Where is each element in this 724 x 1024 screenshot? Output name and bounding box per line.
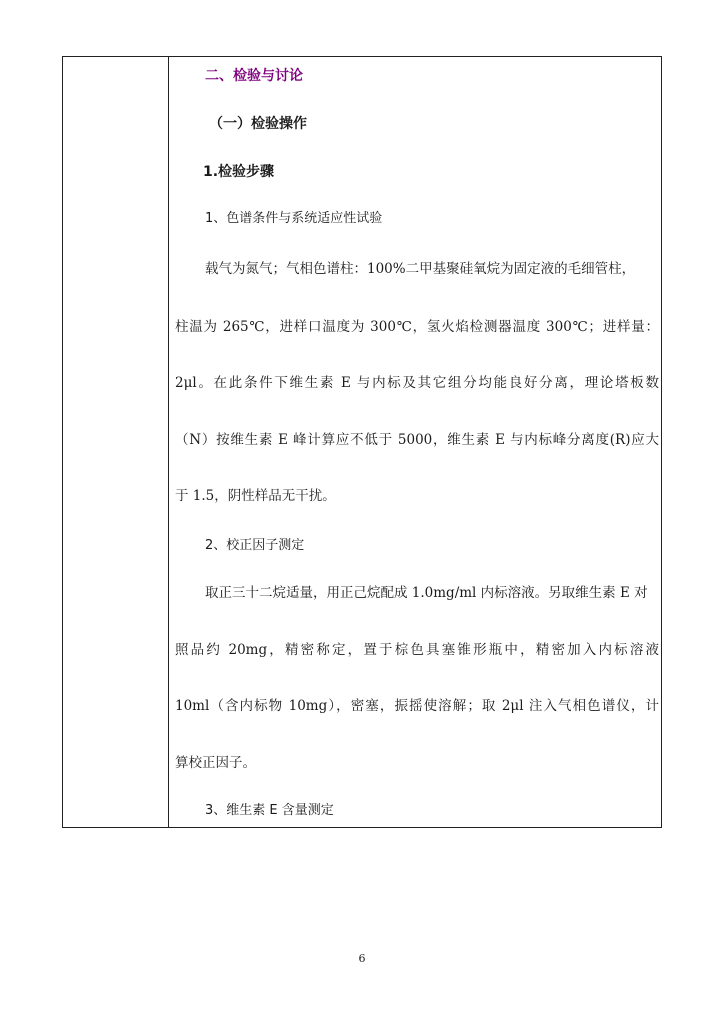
item1-title: 1、色谱条件与系统适应性试验 bbox=[205, 211, 383, 226]
item2-title: 2、校正因子测定 bbox=[205, 538, 305, 553]
document-table bbox=[62, 56, 662, 828]
item1-line-2: 柱温为 265℃，进样口温度为 300℃，氢火焰检测器温度 300℃；进样量： bbox=[175, 319, 659, 335]
item1-line-4: （N）按维生素 E 峰计算应不低于 5000，维生素 E 与内标峰分离度(R)应大 bbox=[175, 432, 659, 448]
item1-line-1: 载气为氮气；气相色谱柱：100%二甲基聚硅氧烷为固定液的毛细管柱， bbox=[205, 261, 636, 277]
item2-line-4: 算校正因子。 bbox=[175, 755, 256, 771]
page-number: 6 bbox=[358, 952, 366, 965]
step-title: 1.检验步骤 bbox=[203, 164, 275, 180]
item1-line-3: 2μl。在此条件下维生素 E 与内标及其它组分均能良好分离，理论塔板数 bbox=[175, 375, 659, 391]
section-heading: 二、检验与讨论 bbox=[205, 68, 303, 84]
table-left-column bbox=[63, 57, 169, 827]
item1-line-5: 于 1.5，阴性样品无干扰。 bbox=[175, 488, 336, 504]
item2-line-3: 10ml（含内标物 10mg），密塞，振摇使溶解；取 2μl 注入气相色谱仪，计 bbox=[175, 698, 659, 714]
item3-title: 3、维生素 E 含量测定 bbox=[205, 803, 334, 818]
section-subheading: （一）检验操作 bbox=[209, 116, 307, 132]
item2-line-1: 取正三十二烷适量，用正己烷配成 1.0mg/ml 内标溶液。另取维生素 E 对 bbox=[205, 585, 648, 601]
item2-line-2: 照品约 20mg，精密称定，置于棕色具塞锥形瓶中，精密加入内标溶液 bbox=[175, 642, 659, 658]
